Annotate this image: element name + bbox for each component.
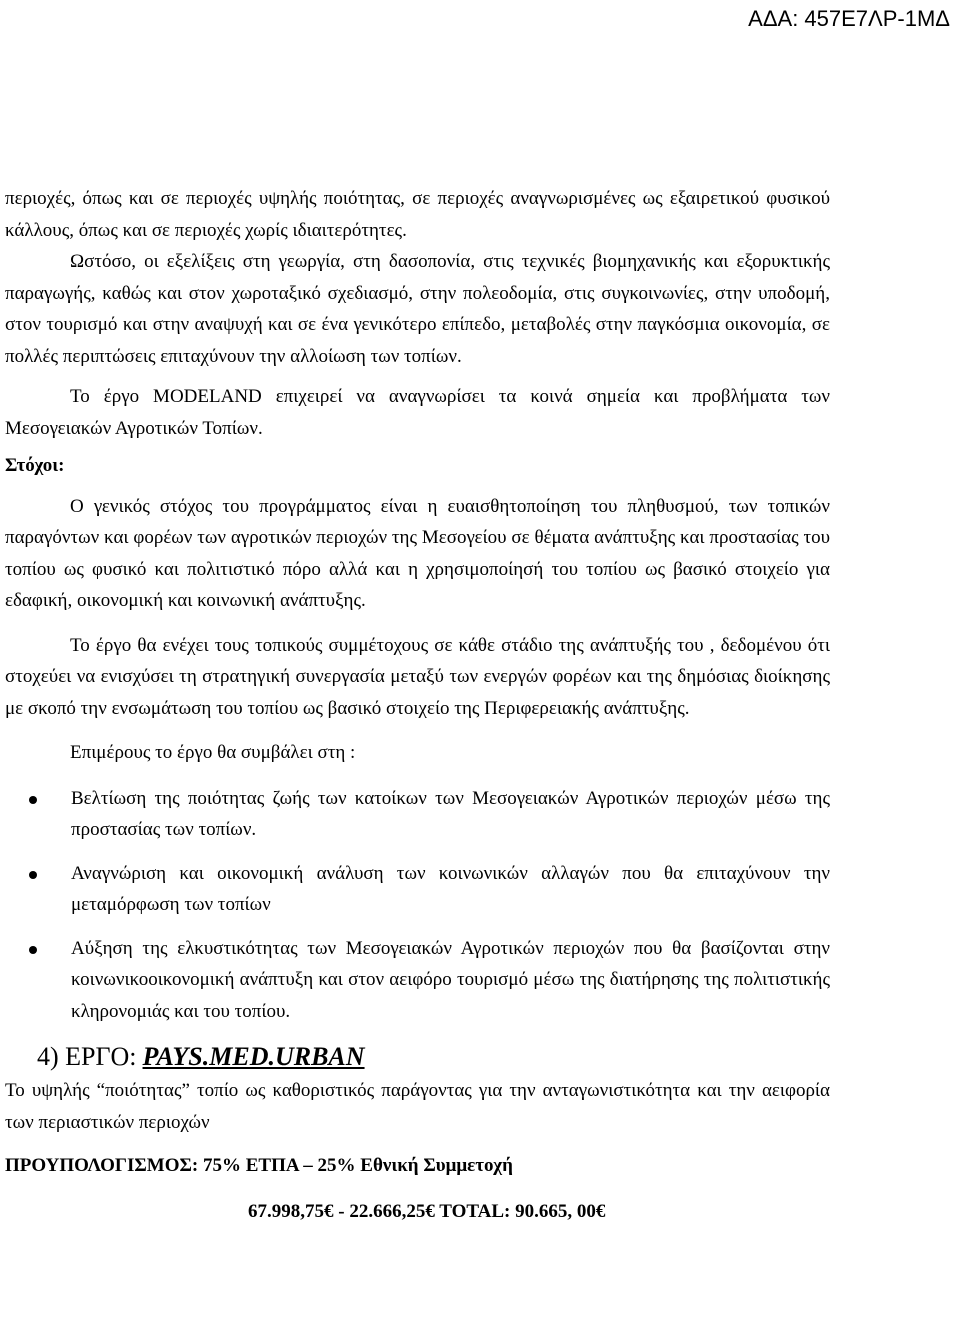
ada-code: ΑΔΑ: 457Ε7ΛΡ-1ΜΔ (748, 6, 950, 31)
paragraph-continuation: περιοχές, όπως και σε περιοχές υψηλής ποιότητας, σε περιοχές αναγνωρισμένες ως εξαιρετικού φυσικού κάλλους, όπως και σε περιοχές χωρίς ιδιαιτερότητες. (5, 188, 830, 241)
section-4-prefix: 4) ΕΡΓΟ: (37, 1042, 137, 1071)
paragraph-involvement: Το έργο θα ενέχει τους τοπικούς συμμέτοχους σε κάθε στάδιο της ανάπτυξής του , δεδομένου ότι στοχεύει να ενισχύσει τη στρατηγική συνεργασία μεταξύ των ενεργών φορέων και της δημόσιας διοίκησης με σκοπό την ενσωμάτωση του τοπίου ως βασικό στοιχείο της Περιφερειακής ανάπτυξης. (5, 634, 830, 719)
document-body (0, 183, 960, 1227)
budget-line: ΠΡΟΥΠΟΛΟΓΙΣΜΟΣ: 75% ΕΤΠΑ – 25% Εθνική Συμμετοχή (5, 1155, 513, 1176)
list-item (5, 858, 830, 921)
bullet-icon (29, 796, 37, 804)
paragraph-contribution-intro: Επιμέρους το έργο θα συμβάλει στη : (70, 742, 356, 763)
goals-heading: Στόχοι: (5, 455, 65, 476)
list-item-text: Αναγνώριση και οικονομική ανάλυση των κοινωνικών αλλαγών που θα επιταχύνουν την μεταμόρφωση των τοπίων (71, 862, 830, 915)
paragraph-section-4: Το υψηλής “ποιότητας” τοπίο ως καθοριστικός παράγοντας για την ανταγωνιστικότητα και την αειφορία των περιαστικών περιοχών (5, 1080, 830, 1133)
section-4-project-name: PAYS.MED.URBAN (142, 1042, 365, 1071)
list-item-text: Βελτίωση της ποιότητας ζωής των κατοίκων των Μεσογειακών Αγροτικών περιοχών μέσω της προστασίας των τοπίων. (71, 787, 830, 840)
paragraph-general-goal: Ο γενικός στόχος του προγράμματος είναι η ευαισθητοποίηση του πληθυσμού, των τοπικών παραγόντων και φορέων των αγροτικών περιοχών της Μεσογείου σε θέματα ανάπτυξης και προστασίας του τοπίου ως φυσικό και πολιτιστικό πόρο αλλά και η χρησιμοποίησή του τοπίου ως βασικό στοιχείο για εδαφική, οικονομική και κοινωνική ανάπτυξης. (5, 495, 830, 611)
paragraph-developments: Ωστόσο, οι εξελίξεις στη γεωργία, στη δασοπονία, στις τεχνικές βιομηχανικής και εξορυκτικής παραγωγής, καθώς και στον χωροταξικό σχεδιασμό, στην πολεοδομία, στις συγκοινωνίες, στην υποδομή, στον τουρισμό και στην αναψυχή και σε ένα γενικότερο επίπεδο, μεταβολές στην παγκόσμια οικονομία, σε πολλές περιπτώσεις επιταχύνουν την αλλοίωση των τοπίων. (5, 251, 830, 367)
bullet-icon (29, 946, 37, 954)
paragraph-modeland: Το έργο MODELAND επιχειρεί να αναγνωρίσει τα κοινά σημεία και προβλήματα των Μεσογειακών Αγροτικών Τοπίων. (5, 386, 830, 439)
bullet-icon (29, 871, 37, 879)
contribution-list (5, 783, 830, 1028)
list-item (5, 783, 830, 846)
list-item-text: Αύξηση της ελκυστικότητας των Μεσογειακών Αγροτικών περιοχών που θα βασίζονται στην κοινωνικοοικονομική ανάπτυξη και στον αειφόρο τουρισμό μέσω της διατήρησης της πολιτιστικής κληρονομιάς και του τοπίου. (71, 937, 830, 1022)
amounts-line: 67.998,75€ - 22.666,25€ TOTAL: 90.665, 00€ (248, 1200, 606, 1222)
section-4-title (5, 1039, 830, 1075)
list-item (5, 933, 830, 1028)
